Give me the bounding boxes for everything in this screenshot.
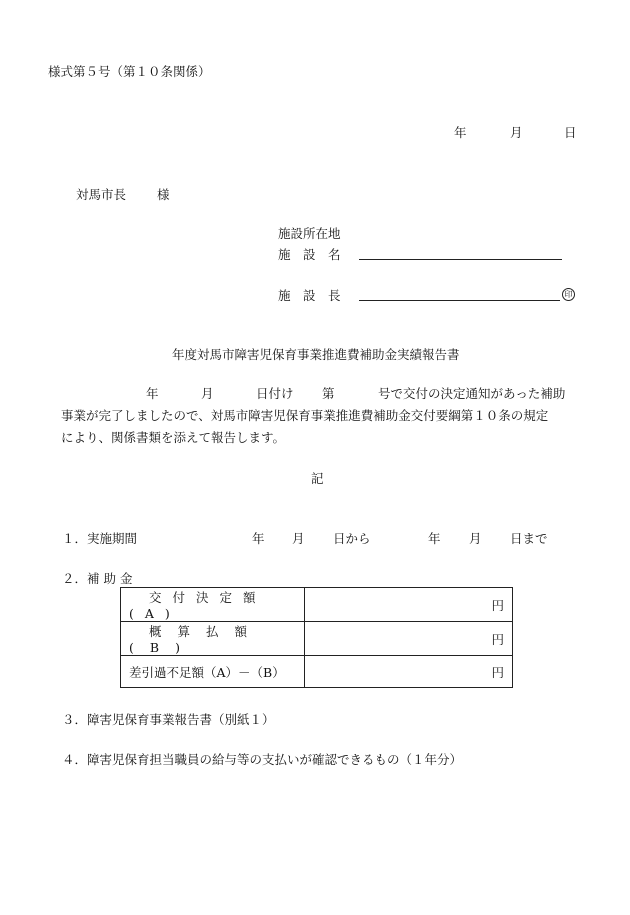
facility-head-line <box>359 300 560 301</box>
body-line3: により、関係書類を添えて報告します。 <box>61 430 286 445</box>
date-day: 日 <box>564 125 577 140</box>
date-month: 月 <box>510 125 523 140</box>
item1-label: １．実施期間 <box>62 531 138 546</box>
date-year: 年 <box>454 125 467 140</box>
table-row <box>121 656 513 688</box>
body-year: 年 <box>146 386 159 401</box>
table-row <box>121 622 513 656</box>
item1-to-month: 月 <box>469 531 482 546</box>
facility-address-label: 施設所在地 <box>278 226 341 241</box>
addressee-name: 対馬市長 <box>76 187 127 202</box>
body-month: 月 <box>201 386 214 401</box>
item1-from-day: 日から <box>333 531 371 546</box>
item3-label: ３．障害児保育事業報告書（別紙１） <box>62 712 275 727</box>
seal-icon: 印 <box>562 288 575 301</box>
ki-heading: 記 <box>311 471 324 486</box>
table-row-label: 差引過不足額（A）－（B） <box>121 656 305 688</box>
table-row <box>121 588 513 622</box>
table-row-label: 交付決定額(A) <box>121 588 305 622</box>
subsidy-table <box>120 587 513 688</box>
body-line1-rest: 号で交付の決定通知があった補助 <box>378 386 566 401</box>
facility-head-label: 施 設 長 <box>278 288 341 303</box>
addressee-honorific: 様 <box>157 187 170 202</box>
table-row-label: 概算払額(B) <box>121 622 305 656</box>
facility-name-line <box>359 259 562 260</box>
item1-from-year: 年 <box>252 531 265 546</box>
item1-from-month: 月 <box>292 531 305 546</box>
item1-to-day: 日まで <box>510 531 548 546</box>
item2-label: ２．補 助 金 <box>62 571 133 586</box>
body-number-prefix: 第 <box>322 386 335 401</box>
body-date: 日付け <box>256 386 294 401</box>
body-line2: 事業が完了しましたので、対馬市障害児保育事業推進費補助金交付要綱第１０条の規定 <box>61 408 549 423</box>
item1-to-year: 年 <box>428 531 441 546</box>
table-row-amount: 円 <box>305 622 513 656</box>
report-title: 年度対馬市障害児保育事業推進費補助金実績報告書 <box>172 347 460 362</box>
item4-label: ４．障害児保育担当職員の給与等の支払いが確認できるもの（１年分） <box>62 752 463 767</box>
table-row-amount: 円 <box>305 656 513 688</box>
table-row-amount: 円 <box>305 588 513 622</box>
facility-name-label: 施 設 名 <box>278 247 341 262</box>
form-number: 様式第５号（第１０条関係） <box>48 64 211 79</box>
